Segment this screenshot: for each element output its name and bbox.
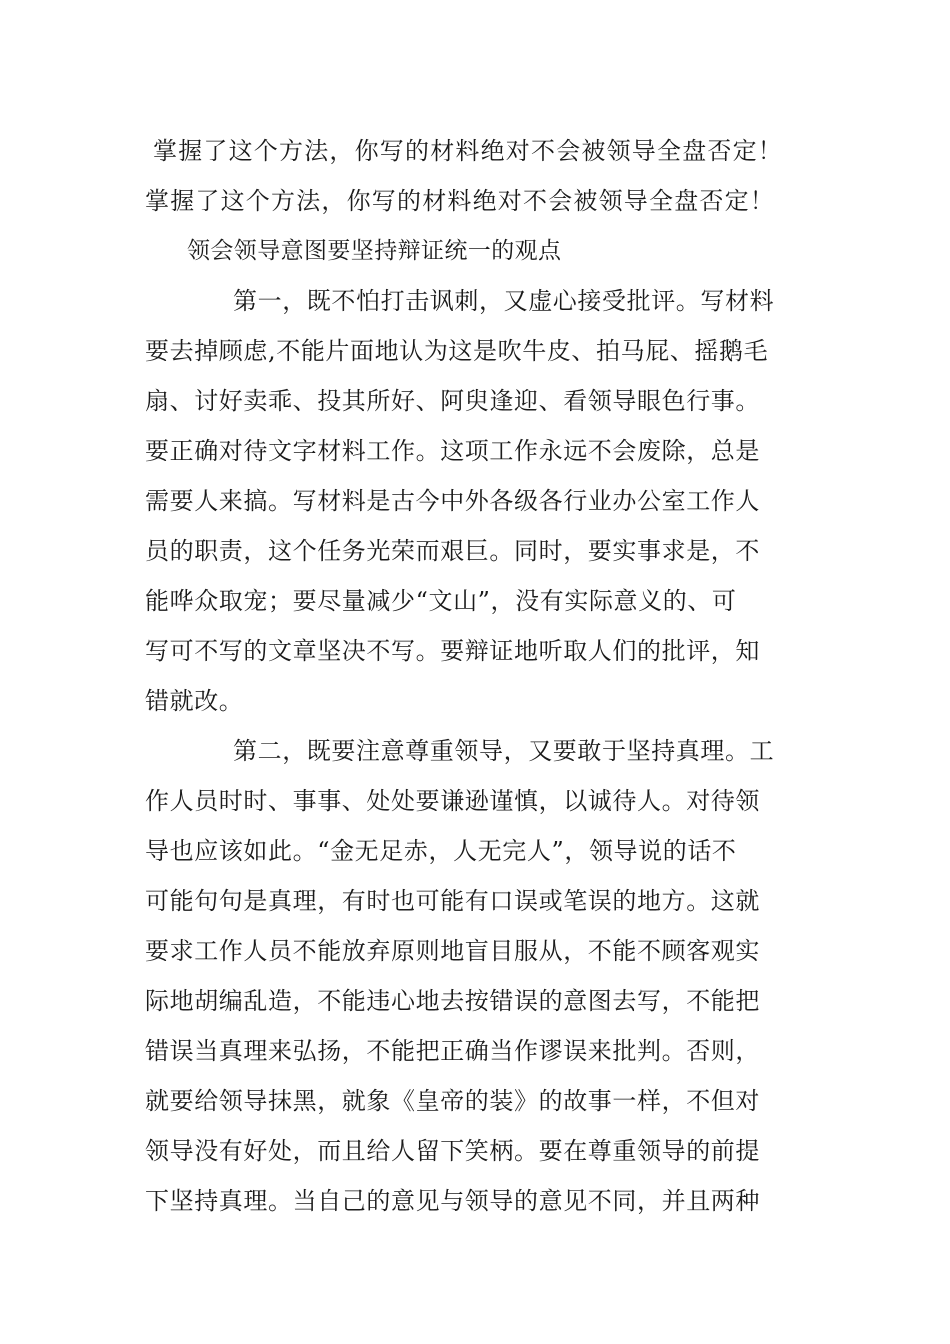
paragraph-2-line: 可能句句是真理，有时也可能有口误或笔误的地方。这就 (145, 887, 760, 915)
paragraph-1-line: 能哗众取宠；要尽量减少“文山”，没有实际意义的、可 (145, 587, 737, 615)
paragraph-1-line: 第一，既不怕打击讽刺，又虚心接受批评。写材料 (233, 287, 775, 315)
document-title-repeat: 掌握了这个方法，你写的材料绝对不会被领导全盘否定！ (145, 187, 775, 215)
paragraph-2-line: 就要给领导抹黑，就象《皇帝的装》的故事一样，不但对 (145, 1087, 760, 1115)
paragraph-2-line: 际地胡编乱造，不能违心地去按错误的意图去写，不能把 (145, 987, 760, 1015)
paragraph-2-line: 导也应该如此。“金无足赤，人无完人”，领导说的话不 (145, 837, 737, 865)
paragraph-1-line: 扇、讨好卖乖、投其所好、阿臾逢迎、看领导眼色行事。 (145, 387, 760, 415)
paragraph-1-line: 要正确对待文字材料工作。这项工作永远不会废除，总是 (145, 437, 760, 465)
paragraph-1-line: 要去掉顾虑,不能片面地认为这是吹牛皮、拍马屁、摇鹅毛 (145, 337, 769, 365)
paragraph-2-line: 作人员时时、事事、处处要谦逊谨慎，以诚待人。对待领 (145, 787, 760, 815)
paragraph-2-line: 错误当真理来弘扬，不能把正确当作谬误来批判。否则， (145, 1037, 760, 1065)
paragraph-2-line: 领导没有好处，而且给人留下笑柄。要在尊重领导的前提 (145, 1137, 760, 1165)
document-title: 掌握了这个方法，你写的材料绝对不会被领导全盘否定！ (153, 137, 783, 165)
paragraph-2-line: 要求工作人员不能放弃原则地盲目服从，不能不顾客观实 (145, 937, 760, 965)
section-heading: 领会领导意图要坚持辩证统一的观点 (187, 238, 562, 264)
paragraph-2-line: 第二，既要注意尊重领导，又要敢于坚持真理。工 (233, 737, 775, 765)
paragraph-1-line: 员的职责，这个任务光荣而艰巨。同时，要实事求是，不 (145, 537, 760, 565)
paragraph-1-line: 写可不写的文章坚决不写。要辩证地听取人们的批评，知 (145, 637, 760, 665)
paragraph-1-line: 需要人来搞。写材料是古今中外各级各行业办公室工作人 (145, 487, 760, 515)
paragraph-2-line: 下坚持真理。当自己的意见与领导的意见不同，并且两种 (145, 1187, 760, 1215)
paragraph-1-line: 错就改。 (145, 687, 244, 715)
